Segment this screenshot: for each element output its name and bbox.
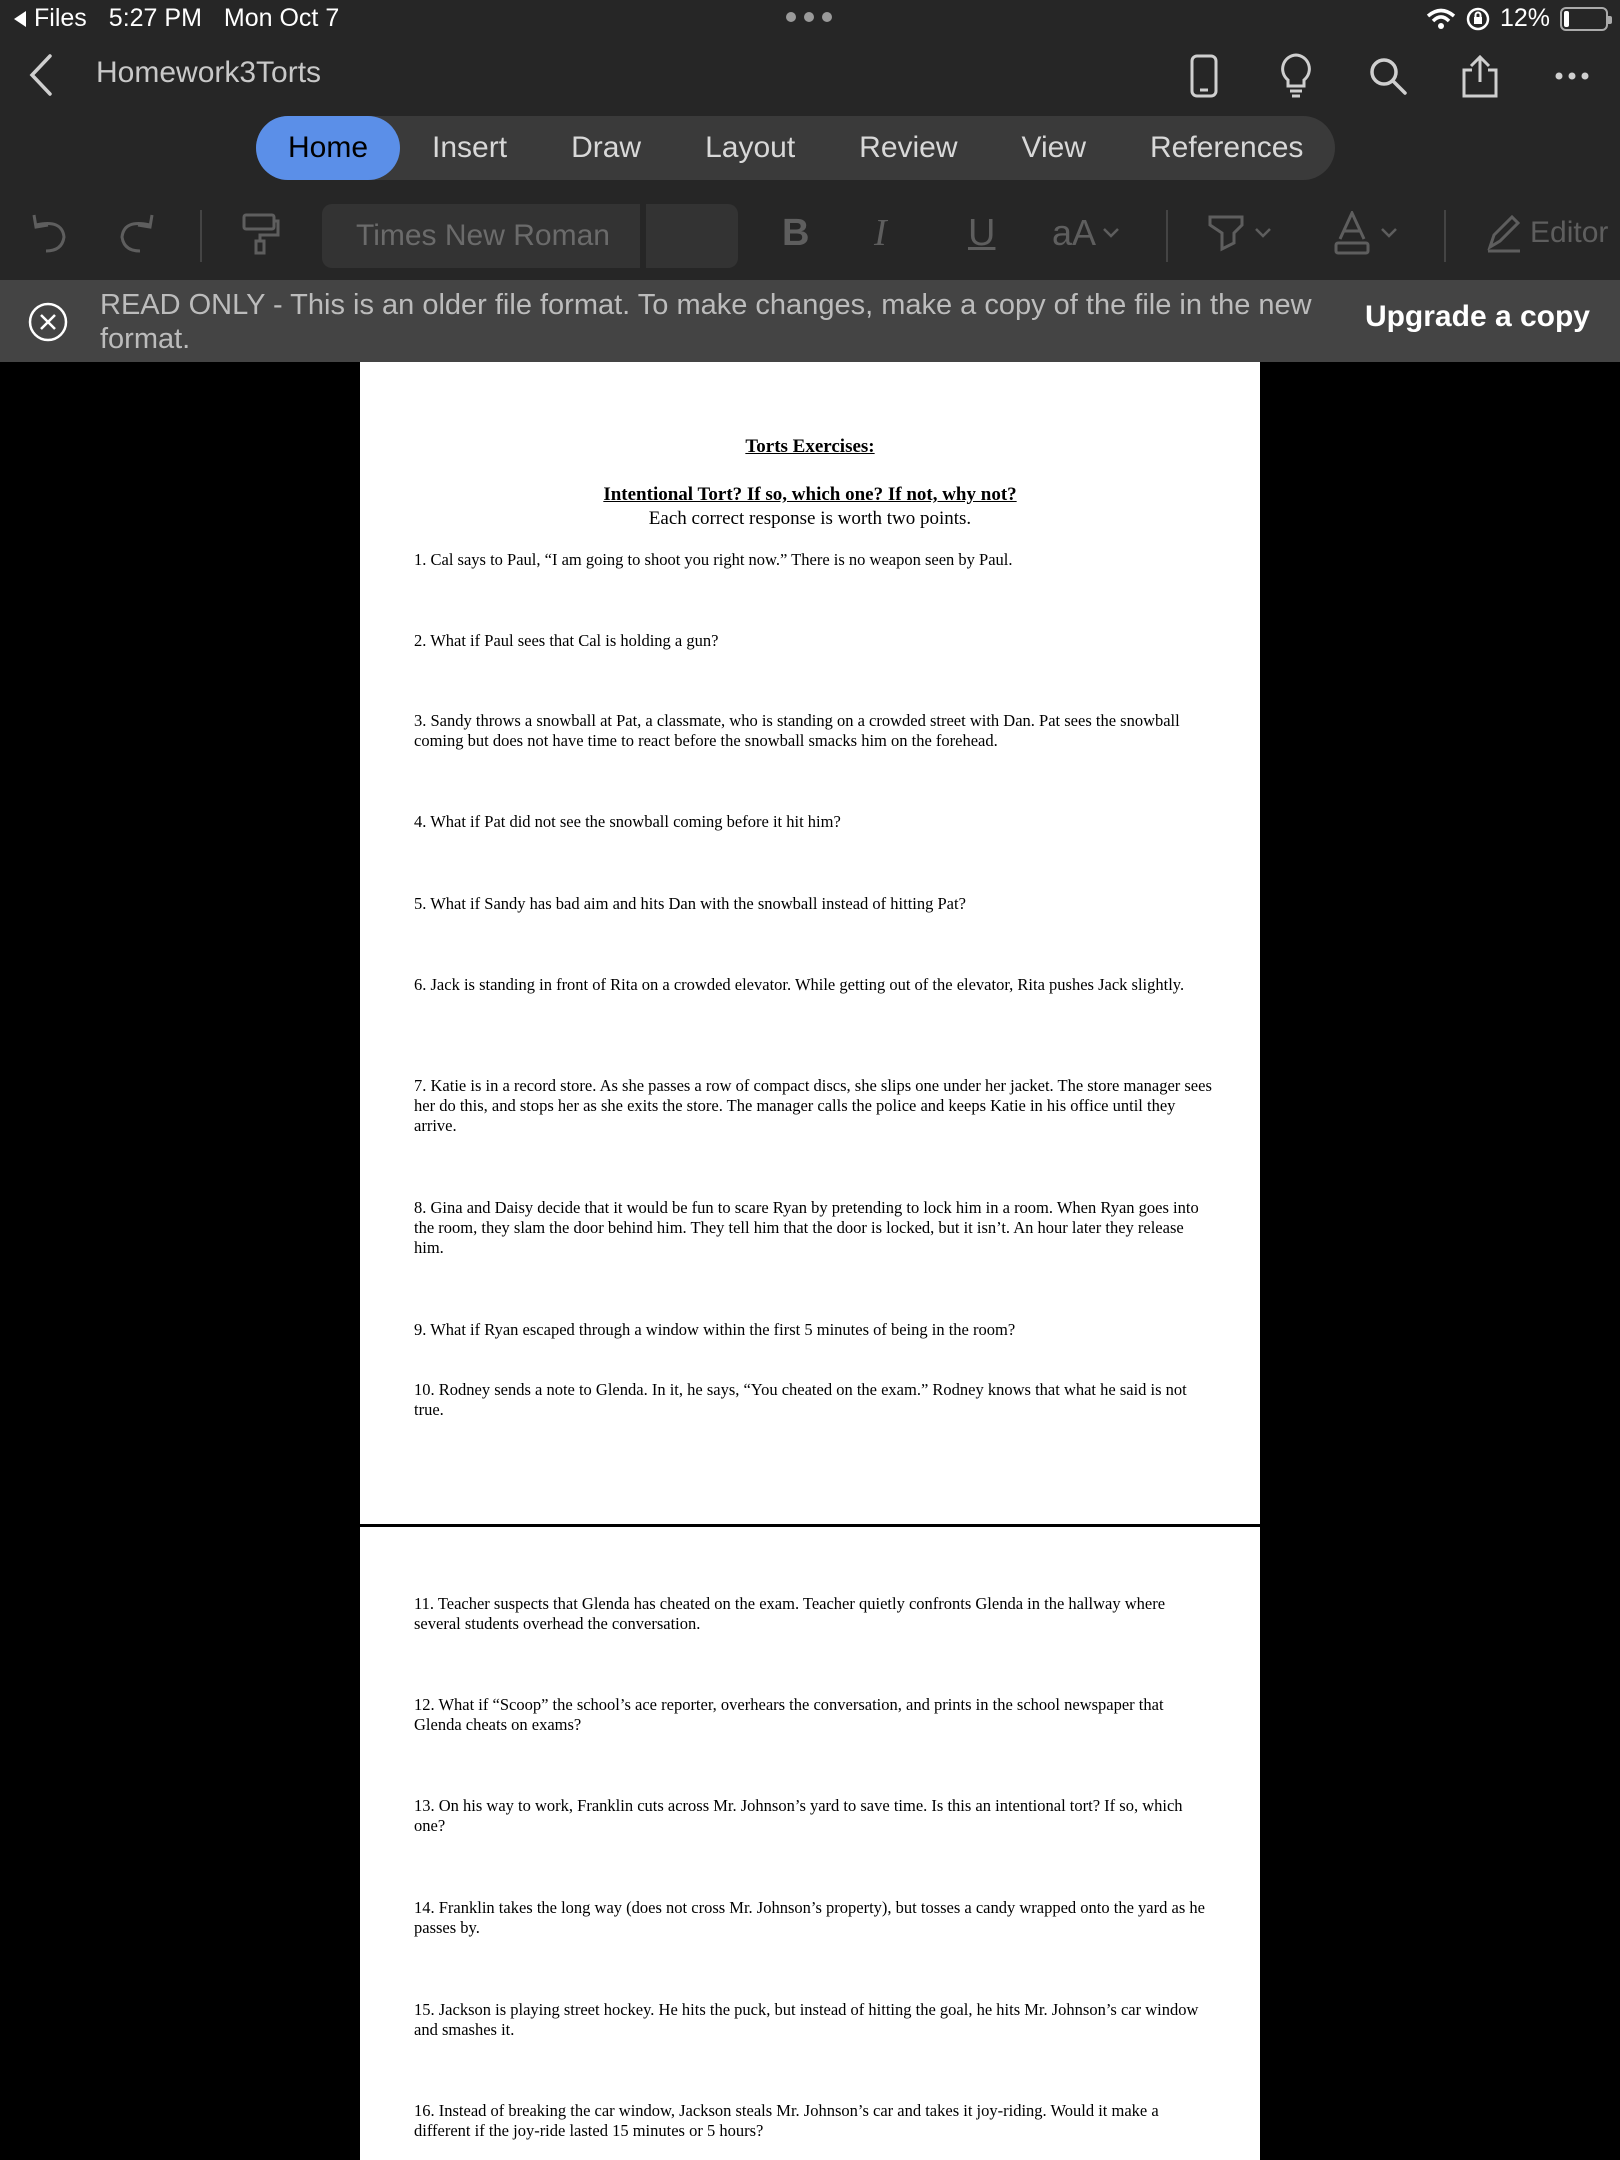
upgrade-copy-button[interactable]: Upgrade a copy [1364,300,1590,333]
search-button[interactable] [1360,48,1416,104]
document-title: Torts Exercises: [745,436,875,457]
orientation-lock-icon [1466,7,1490,31]
format-painter-button[interactable] [240,208,280,258]
close-circle-icon [28,302,68,342]
back-to-files-link[interactable] [12,4,87,33]
question-2: 2. What if Paul sees that Cal is holding a gun? [414,631,719,650]
undo-icon [28,211,72,255]
document-note: Each correct response is worth two points. [648,508,972,529]
document-name: Homework3Torts [96,56,322,89]
italic-button[interactable]: I [874,212,887,254]
question-5: 5. What if Sandy has bad aim and hits Dan with the snowball instead of hitting Pat? [414,894,966,913]
editor-pen-icon [1486,213,1522,253]
question-8: 8. Gina and Daisy decide that it would be fun to scare Ryan by pretending to lock him in a room. When Ryan goes into the room, they slam the door behind him. They tell him that the door is locked, but it isn’t. An hour later they release him. [414,1198,1199,1257]
phone-icon [1190,54,1218,98]
question-12: 12. What if “Scoop” the school’s ace reporter, overhears the conversation, and prints in the school newspaper that Glenda cheats on exams? [414,1695,1164,1734]
read-only-message: READ ONLY - This is an older file format. To make changes, make a copy of the file in the new format. [100,289,1312,355]
wifi-icon [1426,8,1456,30]
search-icon [1368,56,1408,96]
title-bar [0,40,1620,112]
dismiss-banner-button[interactable] [28,302,68,342]
text-case-label: aA [1052,212,1097,253]
question-10: 10. Rodney sends a note to Glenda. In it, he says, “You cheated on the exam.” Rodney knows that what he said is not true. [414,1380,1187,1419]
back-button[interactable] [22,50,62,100]
battery-icon [1560,7,1608,31]
editor-label: Editor [1530,216,1609,249]
highlighter-icon [1206,211,1246,255]
question-14: 14. Franklin takes the long way (does not cross Mr. Johnson’s property), but tosses a candy wrapped onto the yard as he passes by. [414,1898,1205,1937]
undo-button[interactable] [28,208,72,258]
font-name-field[interactable]: Times New Roman [322,204,640,268]
share-icon [1460,54,1500,98]
question-15: 15. Jackson is playing street hockey. He hits the puck, but instead of hitting the goal, he hits Mr. Johnson’s car window and smashes it. [414,2000,1199,2039]
more-icon [1555,71,1589,81]
document-page-1 [360,362,1260,1524]
lightbulb-icon [1279,53,1313,99]
ribbon-tabs-bar [0,112,1620,184]
font-color-icon [1332,211,1372,255]
mobile-view-button[interactable] [1176,48,1232,104]
more-options-button[interactable] [1544,48,1600,104]
multitasking-dots-icon[interactable] [786,12,832,22]
read-only-banner [0,280,1620,362]
question-16: 16. Instead of breaking the car window, Jackson steals Mr. Johnson’s car and takes it joy-riding. Would it make a different if the joy-ride lasted 15 minutes or 5 hours? [414,2101,1159,2140]
editor-button[interactable] [1486,208,1620,258]
question-7: 7. Katie is in a record store. As she passes a row of compact discs, she slips one under her jacket. The store manager sees her do this, and stops her as she exits the store. The manager calls the police and keeps Katie in his office until they arrive. [414,1076,1212,1135]
document-page-2 [360,1527,1260,2160]
tab-home[interactable]: Home [256,116,400,180]
font-size-field[interactable] [646,204,738,268]
document-subtitle: Intentional Tort? If so, which one? If not, why not? [603,484,1017,505]
format-painter-icon [240,211,280,255]
question-6: 6. Jack is standing in front of Rita on a crowded elevator. While getting out of the elevator, Rita pushes Jack slightly. [414,975,1185,994]
question-9: 9. What if Ryan escaped through a window within the first 5 minutes of being in the room? [414,1320,1016,1339]
formatting-toolbar [0,184,1620,280]
bold-button[interactable]: B [782,211,810,254]
tab-references[interactable]: References [1150,131,1304,164]
question-1: 1. Cal says to Paul, “I am going to shoot you right now.” There is no weapon seen by Paul. [414,550,1013,569]
underline-button[interactable]: U [968,211,996,254]
redo-icon [114,211,158,255]
battery-percent: 12% [1499,4,1550,32]
document-canvas[interactable] [0,362,1620,2160]
ideas-button[interactable] [1268,48,1324,104]
tab-review[interactable]: Review [859,131,958,164]
status-bar [0,0,1620,40]
redo-button[interactable] [114,208,158,258]
share-button[interactable] [1452,48,1508,104]
tab-draw[interactable]: Draw [571,131,642,164]
tab-insert[interactable]: Insert [432,131,508,164]
question-4: 4. What if Pat did not see the snowball coming before it hit him? [414,812,841,831]
chevron-down-icon [1254,227,1272,239]
font-color-button[interactable] [1332,208,1398,258]
back-app-label: Files [34,4,87,32]
question-13: 13. On his way to work, Franklin cuts across Mr. Johnson’s yard to save time. Is this an intentional tort? If so, which one? [414,1796,1183,1835]
chevron-down-icon [1102,227,1120,239]
tab-layout[interactable]: Layout [705,131,796,164]
status-time: 5:27 PM [108,4,202,32]
back-triangle-icon [12,10,28,28]
chevron-down-icon [1380,227,1398,239]
ribbon-tabs [256,116,1335,180]
question-11: 11. Teacher suspects that Glenda has cheated on the exam. Teacher quietly confronts Glenda in the hallway where several students overhead the conversation. [414,1594,1166,1633]
chevron-left-icon [22,50,62,100]
text-case-button[interactable] [1052,208,1120,258]
question-3: 3. Sandy throws a snowball at Pat, a classmate, who is standing on a crowded street with Dan. Pat sees the snowball coming but does not have time to react before the snowball smacks him on the forehead. [414,711,1180,750]
highlight-button[interactable] [1206,208,1272,258]
tab-view[interactable]: View [1021,131,1087,164]
status-date: Mon Oct 7 [223,4,340,32]
